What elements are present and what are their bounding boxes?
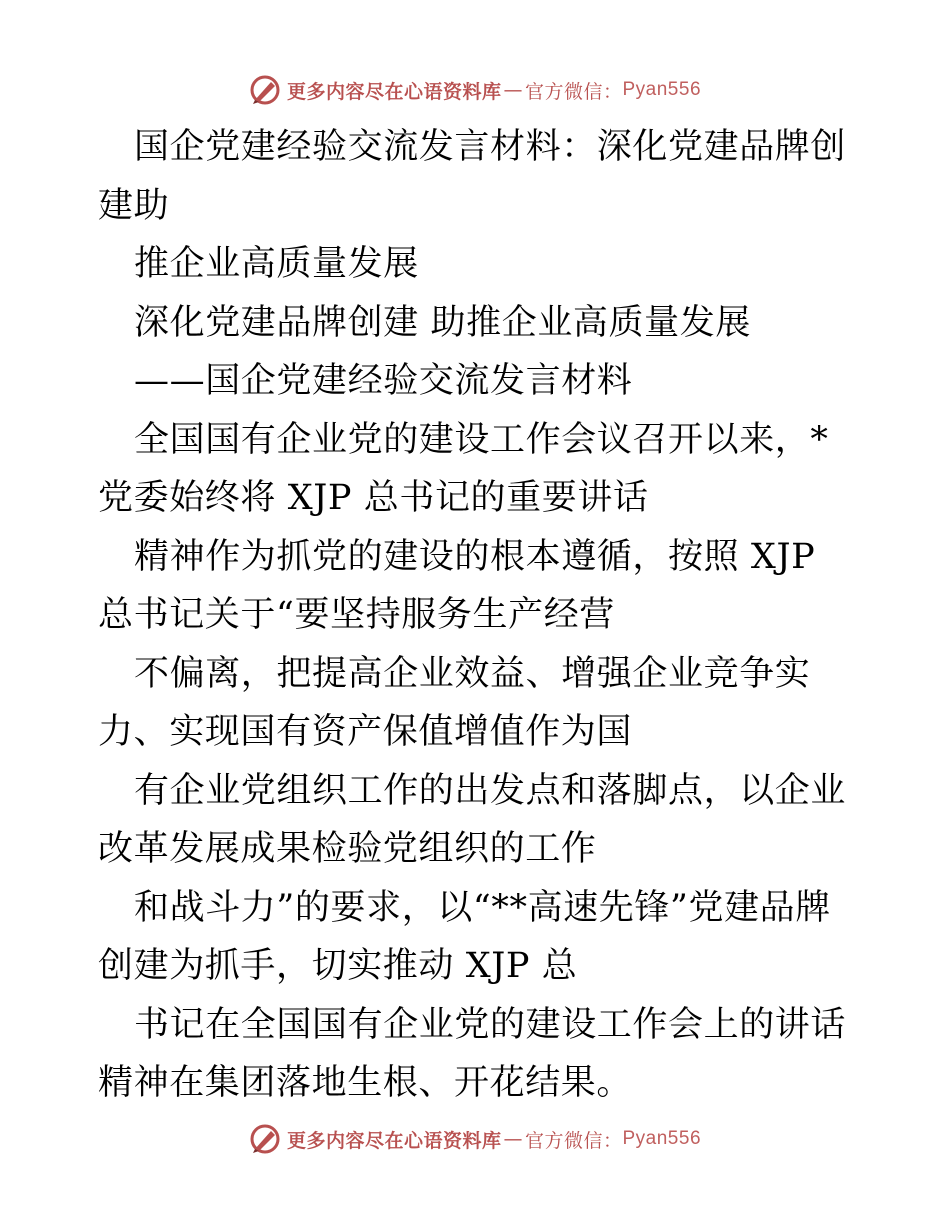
banner-brand-text: 更多内容尽在心语资料库 <box>286 80 502 103</box>
paragraph-body-3: 不偏离，把提高企业效益、增强企业竞争实力、实现国有资产保值增值作为国 <box>98 653 811 752</box>
paragraph-body-4: 有企业党组织工作的出发点和落脚点，以企业改革发展成果检验党组织的工作 <box>98 770 847 869</box>
paragraph-heading: 深化党建品牌创建 助推企业高质量发展 <box>134 302 751 343</box>
banner-wechat-id: Pyan556 <box>622 1128 702 1149</box>
banner-separator: — <box>503 79 523 101</box>
banner-wechat-id: Pyan556 <box>622 79 702 100</box>
paragraph-title-line-1: 国企党建经验交流发言材料：深化党建品牌创建助 <box>98 127 847 226</box>
paragraph-body-6: 书记在全国国有企业党的建设工作会上的讲话精神在集团落地生根、开花结果。 <box>98 1004 847 1103</box>
paragraph-title-line-2: 推企业高质量发展 <box>134 244 419 284</box>
header-banner <box>0 70 950 110</box>
paragraph-body-1: 全国国有企业党的建设工作会议召开以来，*党委始终将 XJP 总书记的重要讲话 <box>98 419 829 518</box>
paragraph-body-2: 精神作为抓党的建设的根本遵循，按照 XJP 总书记关于“要坚持服务生产经营 <box>98 536 816 635</box>
banner-brand-text: 更多内容尽在心语资料库 <box>286 1129 502 1152</box>
pen-logo-icon <box>249 1123 281 1155</box>
paragraph-subheading: ——国企党建经验交流发言材料 <box>134 361 633 401</box>
footer-banner <box>0 1119 950 1159</box>
banner-wechat-label: 官方微信： <box>524 1129 623 1152</box>
banner-separator: — <box>503 1128 523 1150</box>
document-body <box>98 118 854 1113</box>
pen-logo-icon <box>249 74 281 106</box>
banner-wechat-label: 官方微信： <box>524 80 623 103</box>
paragraph-body-5: 和战斗力”的要求，以“**高速先锋”党建品牌创建为抓手，切实推动 XJP 总 <box>98 887 831 986</box>
